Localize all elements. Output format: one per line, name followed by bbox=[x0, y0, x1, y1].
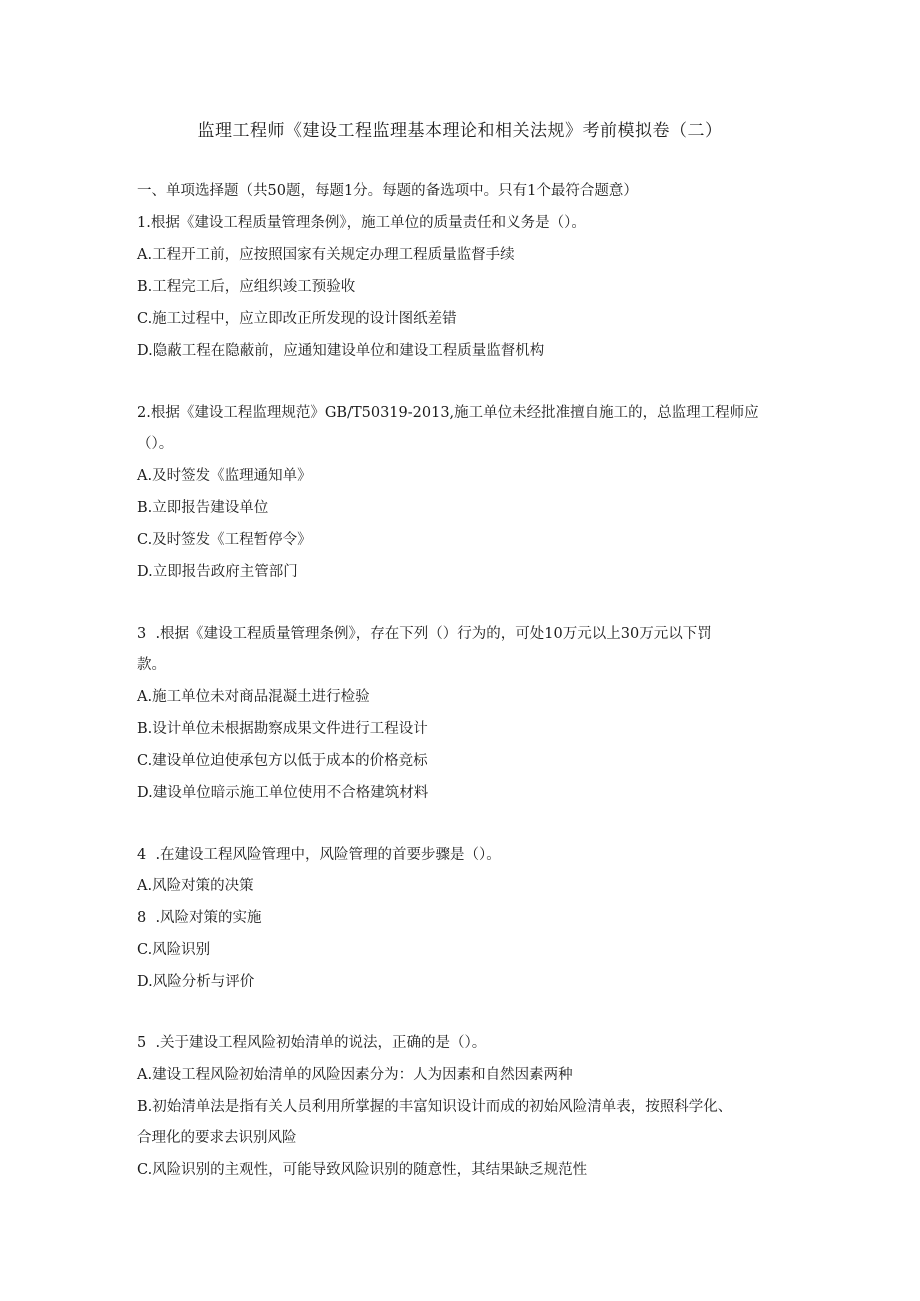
question-3-option-c: C.建设单位迫使承包方以低于成本的价格竞标 bbox=[137, 753, 428, 769]
question-2-option-c: C.及时签发《工程暂停令》 bbox=[137, 532, 312, 548]
question-5-option-b-cont: 合理化的要求去识别风险 bbox=[137, 1130, 297, 1146]
question-4-option-d: D.风险分析与评价 bbox=[137, 974, 255, 990]
question-5-option-c: C.风险识别的主观性，可能导致风险识别的随意性，其结果缺乏规范性 bbox=[137, 1162, 588, 1178]
question-3-stem-cont: 款。 bbox=[137, 657, 166, 673]
question-5-option-a: A.建设工程风险初始清单的风险因素分为：人为因素和自然因素两种 bbox=[137, 1067, 573, 1083]
document-title: 监理工程师《建设工程监理基本理论和相关法规》考前模拟卷（二） bbox=[197, 121, 723, 141]
question-1-option-a: A.工程开工前，应按照国家有关规定办理工程质量监督手续 bbox=[137, 247, 515, 263]
question-4-option-a: A.风险对策的决策 bbox=[137, 878, 254, 894]
question-4-stem: 4 .在建设工程风险管理中，风险管理的首要步骤是（）。 bbox=[137, 847, 501, 863]
question-4-option-c: C.风险识别 bbox=[137, 942, 211, 958]
question-3-option-a: A.施工单位未对商品混凝土进行检验 bbox=[137, 689, 370, 705]
question-2-stem-cont: （）。 bbox=[137, 436, 174, 452]
question-3-stem: 3 .根据《建设工程质量管理条例》，存在下列（）行为的，可处10万元以上30万元以下罚 bbox=[137, 626, 712, 642]
question-2-option-d: D.立即报告政府主管部门 bbox=[137, 564, 298, 580]
question-2-stem: 2.根据《建设工程监理规范》GB/T50319-2013,施工单位未经批准擅自施工的，总监理工程师应 bbox=[137, 405, 759, 421]
question-2-option-b: B.立即报告建设单位 bbox=[137, 500, 269, 516]
question-3-option-d: D.建设单位暗示施工单位使用不合格建筑材料 bbox=[137, 785, 429, 801]
section-heading: 一、单项选择题（共50题，每题1分。每题的备选项中。只有1个最符合题意） bbox=[137, 183, 638, 199]
question-1-option-c: C.施工过程中，应立即改正所发现的设计图纸差错 bbox=[137, 311, 457, 327]
question-4-option-b: 8 .风险对策的实施 bbox=[137, 910, 262, 926]
question-1-option-d: D.隐蔽工程在隐蔽前，应通知建设单位和建设工程质量监督机构 bbox=[137, 343, 545, 359]
question-5-option-b: B.初始清单法是指有关人员利用所掌握的丰富知识设计而成的初始风险清单表，按照科学化、 bbox=[137, 1099, 733, 1115]
question-5-stem: 5 .关于建设工程风险初始清单的说法，正确的是（）。 bbox=[137, 1035, 487, 1051]
question-1-option-b: B.工程完工后，应组织竣工预验收 bbox=[137, 279, 356, 295]
question-1-stem: 1.根据《建设工程质量管理条例》，施工单位的质量责任和义务是（）。 bbox=[137, 215, 586, 231]
question-2-option-a: A.及时签发《监理通知单》 bbox=[137, 468, 312, 484]
question-3-option-b: B.设计单位未根据勘察成果文件进行工程设计 bbox=[137, 721, 428, 737]
